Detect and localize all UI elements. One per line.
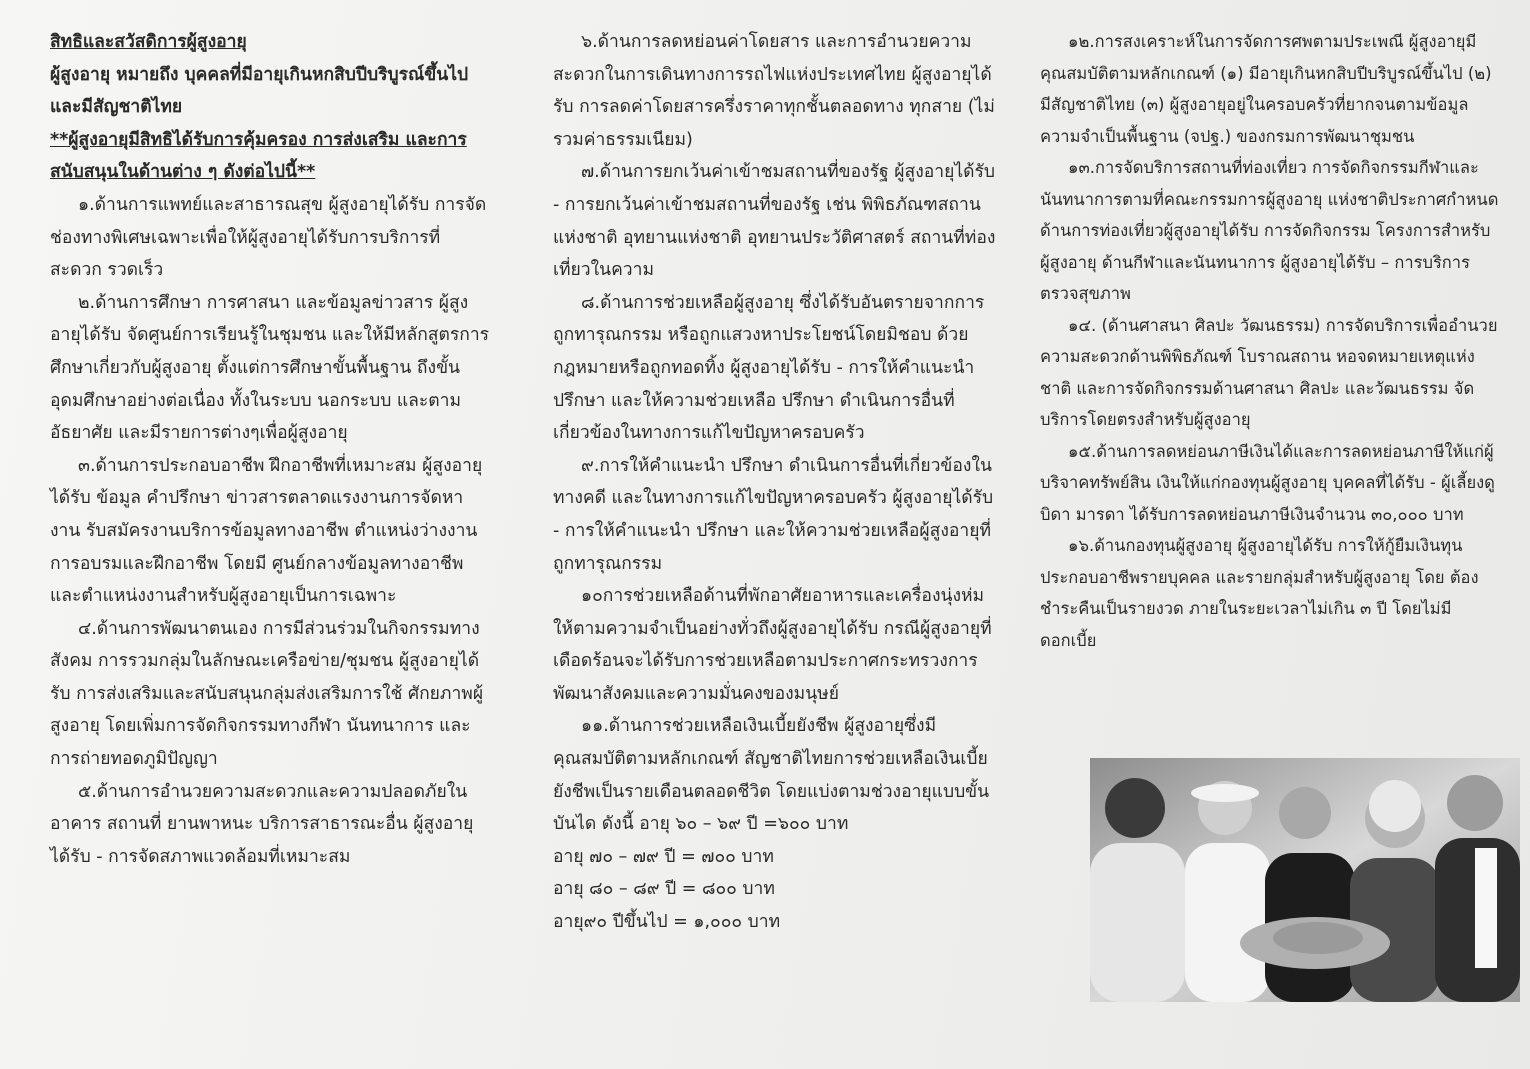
benefit-item-16: ๑๖.ด้านกองทุนผู้สูงอายุ ผู้สูงอายุได้รับ การให้กู้ยืมเงินทุนประกอบอาชีพรายบุคคล และรายกลุ่มสำหรับผู้สูงอายุ โดย ต้องชำระคืนเป็นรายงวด ภายในระยะเวลาไม่เกิน ๓ ปี โดยไม่มีดอกเบี้ย [1040,536,1479,650]
photo-illustration [1090,758,1520,1002]
allowance-age-80: อายุ ๘๐ – ๘๙ ปี = ๘๐๐ บาท [553,879,775,900]
benefit-item-3: ๓.ด้านการประกอบอาชีพ ฝึกอาชีพที่เหมาะสม ผู้สูงอายุได้รับ ข้อมูล คำปรึกษา ข่าวสารตลาดแรงงานการจัดหางาน รับสมัครงานบริการข้อมูลทางอาชีพ ตำแหน่งว่างงาน การอบรมและฝึกอาชีพ โดยมี ศูนย์กลางข้อมูลทางอาชีพและตำแหน่งงานสำหรับผู้สูงอายุเป็นการเฉพาะ [50,455,483,607]
benefit-item-13: ๑๓.การจัดบริการสถานที่ท่องเที่ยว การจัดกิจกรรมกีฬาและนันทนาการตามที่คณะกรรมการผู้สูงอายุ แห่งชาติประกาศกำหนด ด้านการท่องเที่ยวผู้สูงอายุได้รับ การจัดกิจกรรม โครงการสำหรับผู้สูงอายุ ด้านกีฬาและนันทนาการ ผู้สูงอายุได้รับ – การบริการตรวจสุขภาพ [1040,158,1499,303]
benefit-item-14: ๑๔. (ด้านศาสนา ศิลปะ วัฒนธรรม) การจัดบริการเพื่ออำนวยความสะดวกด้านพิพิธภัณฑ์ โบราณสถาน หอจดหมายเหตุแห่งชาติ และการจัดกิจกรรมด้านศาสนา ศิลปะ และวัฒนธรรม จัดบริการโดยตรงสำหรับผู้สูงอายุ [1040,315,1498,429]
allowance-age-90: อายุ๙๐ ปีขึ้นไป = ๑,๐๐๐ บาท [553,912,781,933]
benefit-item-4: ๔.ด้านการพัฒนาตนเอง การมีส่วนร่วมในกิจกรรมทางสังคม การรวมกลุ่มในลักษณะเครือข่าย/ชุมชน ผู้สูงอายุได้รับ การส่งเสริมและสนับสนุนกลุ่มส่งเสริมการใช้ ศักยภาพผู้สูงอายุ โดยเพิ่มการจัดกิจกรรมทางกีฬา นันทนาการ และการถ่ายทอดภูมิปัญญา [50,618,484,770]
benefit-item-7: ๗.ด้านการยกเว้นค่าเข้าชมสถานที่ของรัฐ ผู้สูงอายุได้รับ - การยกเว้นค่าเข้าชมสถานที่ของรัฐ เช่น พิพิธภัณฑสถานแห่งชาติ อุทยานแห่งชาติ อุทยานประวัติศาสตร์ สถานที่ท่องเที่ยวในความ [553,162,996,281]
benefit-item-6: ๖.ด้านการลดหย่อนค่าโดยสาร และการอำนวยความสะดวกในการเดินทางการรถไฟแห่งประเทศไทย ผู้สูงอายุได้รับ การลดค่าโดยสารครึ่งราคาทุกชั้นตลอดทาง ทุกสาย (ไม่รวมค่าธรรมเนียม) [553,32,995,150]
benefit-item-5: ๕.ด้านการอำนวยความสะดวกและความปลอดภัยในอาคาร สถานที่ ยานพาหนะ บริการสาธารณะอื่น ผู้สูงอายุได้รับ - การจัดสภาพแวดล้อมที่เหมาะสม [50,781,474,867]
column-right [1040,26,1500,656]
intro-definition: ผู้สูงอายุ หมายถึง บุคคลที่มีอายุเกินหกสิบปีบริบูรณ์ขึ้นไปและมีสัญชาติไทย [50,64,469,118]
benefit-item-15: ๑๕.ด้านการลดหย่อนภาษีเงินได้และการลดหย่อนภาษีให้แก่ผู้บริจาคทรัพย์สิน เงินให้แก่กองทุนผู้สูงอายุ บุคคลที่ได้รับ - ผู้เลี้ยงดูบิดา มารดา ได้รับการลดหย่อนภาษีเงินจำนวน ๓๐,๐๐๐ บาท [1040,441,1495,524]
seniors-group-photo [1090,758,1520,1002]
benefit-item-8: ๘.ด้านการช่วยเหลือผู้สูงอายุ ซึ่งได้รับอันตรายจากการถูกทารุณกรรม หรือถูกแสวงหาประโยชน์โดยมิชอบ ด้วยกฎหมายหรือถูกทอดทิ้ง ผู้สูงอายุได้รับ - การให้คำแนะนำปรึกษา และให้ความช่วยเหลือ ปรึกษา ดำเนินการอื่นที่เกี่ยวข้องในทางการแก้ไขปัญหาครอบครัว [553,292,985,444]
column-middle [553,26,998,939]
page-title: สิทธิและสวัสดิการผู้สูงอายุ [50,32,247,52]
column-left [50,26,490,873]
benefit-item-11: ๑๑.ด้านการช่วยเหลือเงินเบี้ยยังชีพ ผู้สูงอายุซึ่งมีคุณสมบัติตามหลักเกณฑ์ สัญชาติไทยการช่วยเหลือเงินเบี้ยยังชีพเป็นรายเดือนตลอดชีวิต โดยแบ่งตามช่วงอายุแบบขั้นบันได ดังนี้ อายุ ๖๐ – ๖๙ ปี =๖๐๐ บาท [553,716,990,835]
benefit-item-9: ๙.การให้คำแนะนำ ปรึกษา ดำเนินการอื่นที่เกี่ยวข้องในทางคดี และในทางการแก้ไขปัญหาครอบครัว ผู้สูงอายุได้รับ - การให้คำแนะนำ ปรึกษา และให้ความช่วยเหลือผู้สูงอายุที่ถูกทารุณกรรม [553,455,994,574]
benefit-item-12: ๑๒.การสงเคราะห์ในการจัดการศพตามประเพณี ผู้สูงอายุมีคุณสมบัติตามหลักเกณฑ์ (๑) มีอายุเกินหกสิบปีบริบูรณ์ขึ้นไป (๒) มีสัญชาติไทย (๓) ผู้สูงอายุอยู่ในครอบครัวที่ยากจนตามข้อมูลความจำเป็นพื้นฐาน (จปฐ.) ของกรมการพัฒนาชุมชน [1040,32,1492,146]
benefit-item-2: ๒.ด้านการศึกษา การศาสนา และข้อมูลข่าวสาร ผู้สูงอายุได้รับ จัดศูนย์การเรียนรู้ในชุมชน และให้มีหลักสูตรการศึกษาเกี่ยวกับผู้สูงอายุ ตั้งแต่การศึกษาขั้นพื้นฐาน ถึงขั้นอุดมศึกษาอย่างต่อเนื่อง ทั้งในระบบ นอกระบบ และตามอัธยาศัย และมีรายการต่างๆเพื่อผู้สูงอายุ [50,292,490,444]
allowance-age-70: อายุ ๗๐ – ๗๙ ปี = ๗๐๐ บาท [553,846,774,867]
rights-heading: **ผู้สูงอายุมีสิทธิได้รับการคุ้มครอง การส่งเสริม และการสนับสนุนในด้านต่าง ๆ ดังต่อไปนี้** [50,129,467,183]
benefit-item-1: ๑.ด้านการแพทย์และสาธารณสุข ผู้สูงอายุได้รับ การจัดช่องทางพิเศษเฉพาะเพื่อให้ผู้สูงอายุได้รับการบริการที่สะดวก รวดเร็ว [50,194,487,281]
benefit-item-10: ๑๐การช่วยเหลือด้านที่พักอาศัยอาหารและเครื่องนุ่งห่มให้ตามความจำเป็นอย่างทั่วถึงผู้สูงอายุได้รับ กรณีผู้สูงอายุที่เดือดร้อนจะได้รับการช่วยเหลือตามประกาศกระทรวงการ พัฒนาสังคมและความมั่นคงของมนุษย์ [553,586,992,704]
